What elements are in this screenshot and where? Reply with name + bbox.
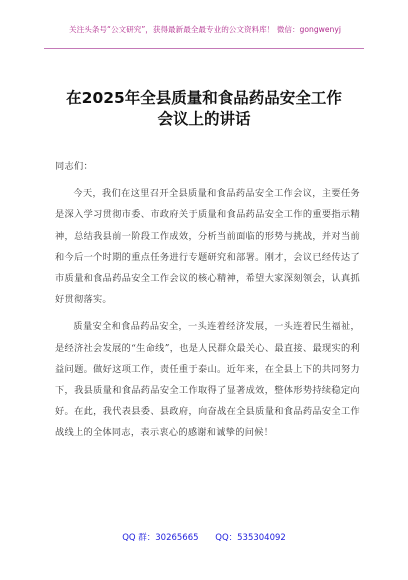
promo-banner: 关注头条号“公文研究”，获得最新最全最专业的公文资料库！ 微信：gongwenyj: [69, 25, 341, 34]
document-body: [55, 156, 360, 444]
title-line-2: 会议上的讲话: [157, 110, 251, 128]
title-line-1: 在2025年全县质量和食品药品安全工作: [66, 89, 342, 107]
qq-group-label: QQ 群：30265665: [122, 533, 199, 543]
body-paragraph-1: 今天，我们在这里召开全县质量和食品药品安全工作会议，主要任务是深入学习贯彻市委、市政府关于质量和食品药品安全工作的重要指示精神，总结我县前一阶段工作成效，分析当前面临的形势与挑战，并对当前和今后一个时期的重点任务进行专题研究和部署。刚才，会议已经传达了市质量和食品药品安全工作会议的核心精神，希望大家深刻领会，认真抓好贯彻落实。: [55, 188, 360, 306]
qq-contact-label: QQ：535304092: [215, 533, 286, 543]
contact-footer: [0, 532, 408, 544]
document-title: [40, 88, 368, 130]
salutation: 同志们：: [55, 161, 93, 172]
banner-divider: [44, 48, 364, 49]
body-paragraph-2: 质量安全和食品药品安全，一头连着经济发展，一头连着民生福祉，是经济社会发展的“生命线”，也是人民群众最关心、最直接、最现实的利益问题。做好这项工作，责任重于泰山。近年来，在全县上下的共同努力下，我县质量和食品药品安全工作取得了显著成效，整体形势持续稳定向好。在此，我代表县委、县政府，向奋战在全县质量和食品药品安全工作战线上的全体同志，表示衷心的感谢和诚挚的问候！: [55, 321, 360, 439]
